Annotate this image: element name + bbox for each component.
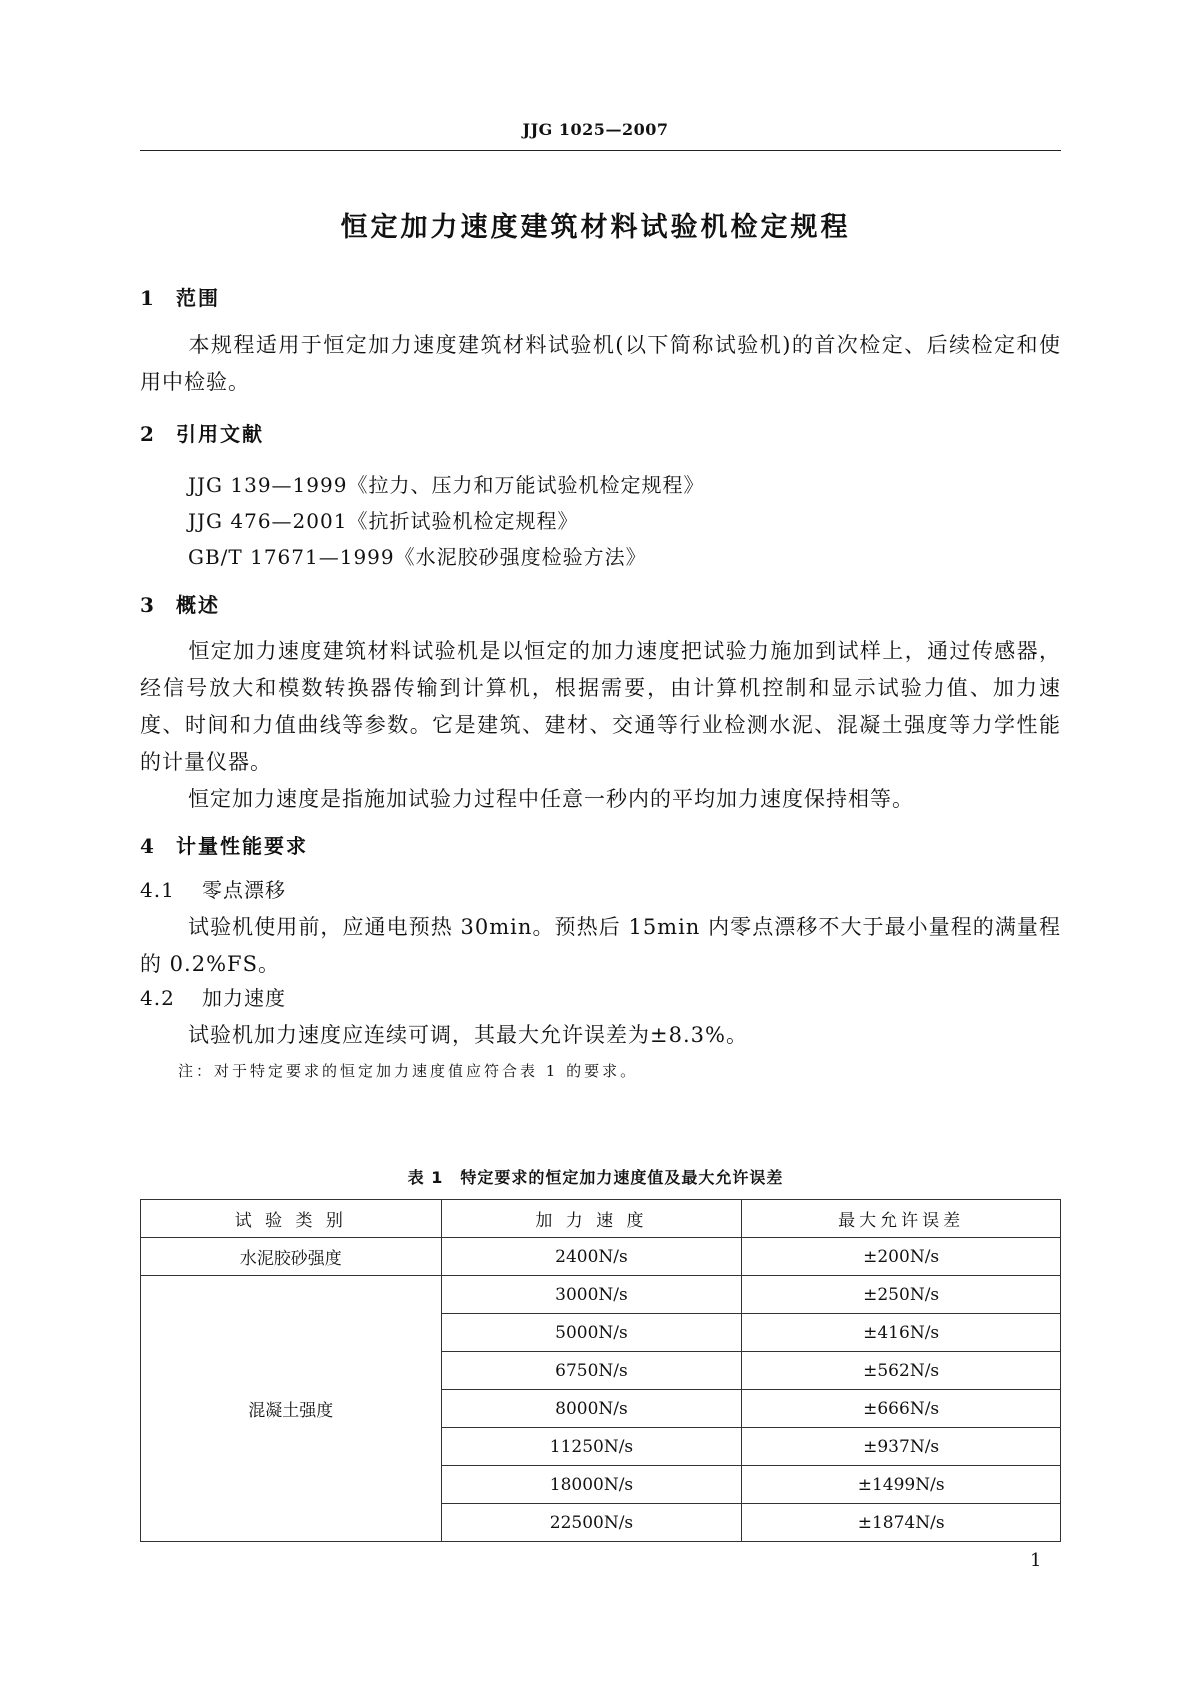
section-1-text: 本规程适用于恒定加力速度建筑材料试验机(以下简称试验机)的首次检定、后续检定和使用中检验。 <box>140 333 1061 394</box>
section-1-number: 1 <box>140 286 156 310</box>
subsection-4-1-heading <box>140 874 286 903</box>
table-caption: 表 1 特定要求的恒定加力速度值及最大允许误差 <box>407 1168 784 1187</box>
subsection-4-1-paragraph <box>140 909 1061 983</box>
section-1-title: 范围 <box>176 286 220 310</box>
table-row <box>141 1238 1061 1276</box>
note: 注：对于特定要求的恒定加力速度值应符合表 1 的要求。 <box>178 1062 639 1080</box>
subsection-4-2-heading <box>140 982 286 1011</box>
reference-item: GB/T 17671—1999《水泥胶砂强度检验方法》 <box>188 545 647 569</box>
section-3-heading <box>140 589 220 618</box>
table-header-cell: 试 验 类 别 <box>141 1200 442 1238</box>
section-1-paragraph <box>140 327 1061 401</box>
table-error-cell: ±200N/s <box>742 1238 1061 1276</box>
table-speed-cell: 6750N/s <box>441 1352 742 1390</box>
table-error-cell: ±666N/s <box>742 1390 1061 1428</box>
section-2-title: 引用文献 <box>176 422 264 446</box>
section-3-paragraph-1 <box>140 633 1061 781</box>
section-4-title: 计量性能要求 <box>176 834 308 858</box>
subsection-4-2-number: 4.2 <box>140 986 175 1010</box>
subsection-4-1-text: 试验机使用前，应通电预热 30min。预热后 15min 内零点漂移不大于最小量程的满量程的 0.2%FS。 <box>140 915 1061 976</box>
document-title: 恒定加力速度建筑材料试验机检定规程 <box>340 212 851 243</box>
section-3-number: 3 <box>140 593 156 617</box>
table-error-cell: ±1499N/s <box>742 1466 1061 1504</box>
section-3-title: 概述 <box>176 593 220 617</box>
subsection-4-2-paragraph <box>140 1017 1061 1054</box>
table-error-cell: ±1874N/s <box>742 1504 1061 1542</box>
table-error-cell: ±562N/s <box>742 1352 1061 1390</box>
header-code: JJG 1025—2007 <box>522 120 669 139</box>
table-category-cell: 混凝土强度 <box>141 1276 442 1542</box>
subsection-4-2-text: 试验机加力速度应连续可调，其最大允许误差为±8.3%。 <box>188 1023 748 1047</box>
table-speed-cell: 18000N/s <box>441 1466 742 1504</box>
table-category-cell: 水泥胶砂强度 <box>141 1238 442 1276</box>
section-1-heading <box>140 282 220 311</box>
section-3-paragraph-2 <box>140 781 1061 818</box>
reference-item: JJG 139—1999《拉力、压力和万能试验机检定规程》 <box>188 473 705 497</box>
table-speed-cell: 22500N/s <box>441 1504 742 1542</box>
table-speed-cell: 5000N/s <box>441 1314 742 1352</box>
table-header-cell: 最大允许误差 <box>742 1200 1061 1238</box>
subsection-4-1-number: 4.1 <box>140 878 175 902</box>
section-2-number: 2 <box>140 422 156 446</box>
table-error-cell: ±937N/s <box>742 1428 1061 1466</box>
table-speed-cell: 11250N/s <box>441 1428 742 1466</box>
section-4-number: 4 <box>140 834 156 858</box>
header-rule <box>140 150 1061 151</box>
section-4-heading <box>140 830 308 859</box>
page-number: 1 <box>1030 1550 1042 1571</box>
subsection-4-2-title: 加力速度 <box>202 986 286 1010</box>
table-speed-cell: 3000N/s <box>441 1276 742 1314</box>
reference-item: JJG 476—2001《抗折试验机检定规程》 <box>188 509 579 533</box>
table-speed-cell: 8000N/s <box>441 1390 742 1428</box>
table-error-cell: ±250N/s <box>742 1276 1061 1314</box>
table-row <box>141 1276 1061 1314</box>
section-3-text-1: 恒定加力速度建筑材料试验机是以恒定的加力速度把试验力施加到试样上，通过传感器，经信号放大和模数转换器传输到计算机，根据需要，由计算机控制和显示试验力值、加力速度、时间和力值曲线等参数。它是建筑、建材、交通等行业检测水泥、混凝土强度等力学性能的计量仪器。 <box>140 639 1061 774</box>
table-header-cell: 加 力 速 度 <box>441 1200 742 1238</box>
table-speed-cell: 2400N/s <box>441 1238 742 1276</box>
spec-table <box>140 1199 1061 1542</box>
subsection-4-1-title: 零点漂移 <box>202 878 286 902</box>
table-header-row <box>141 1200 1061 1238</box>
section-3-text-2: 恒定加力速度是指施加试验力过程中任意一秒内的平均加力速度保持相等。 <box>188 787 914 811</box>
section-2-heading <box>140 418 264 447</box>
table-error-cell: ±416N/s <box>742 1314 1061 1352</box>
